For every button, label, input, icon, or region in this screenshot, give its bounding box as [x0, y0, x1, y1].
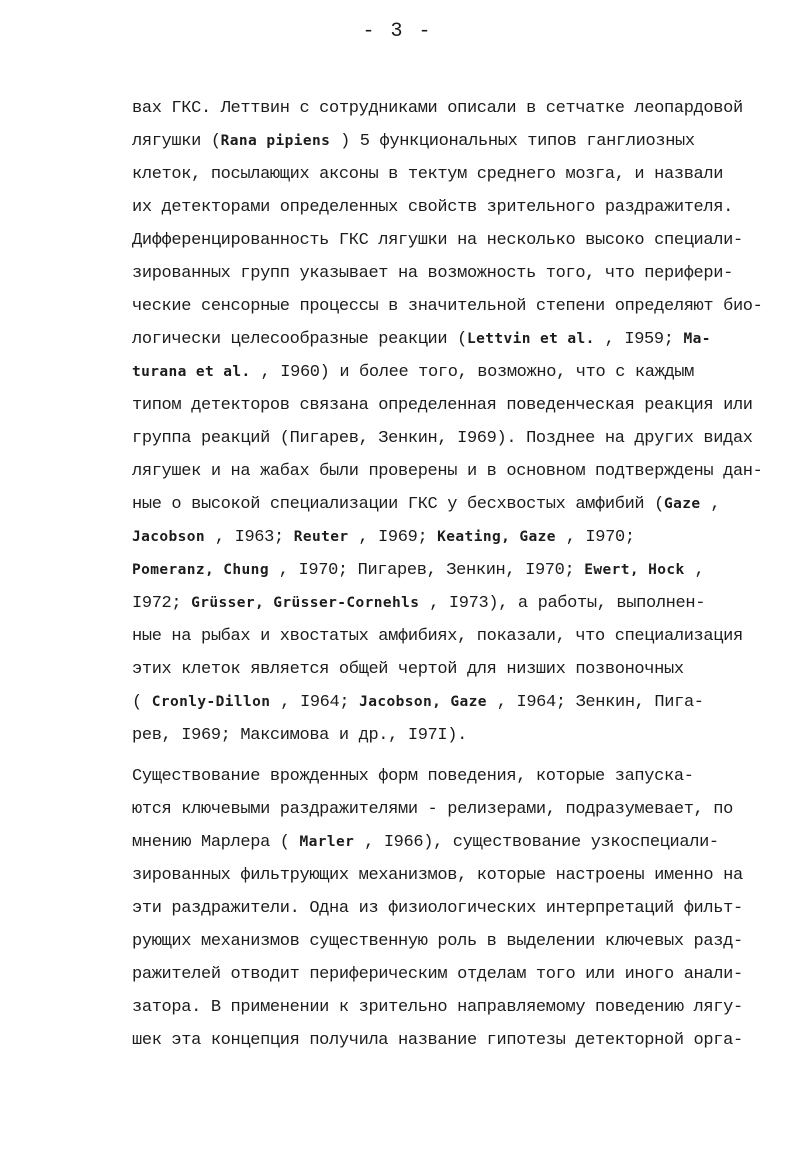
text-segment: рующих механизмов существенную роль в выделении ключевых разд-: [132, 932, 743, 951]
text-segment: , I969;: [348, 528, 438, 547]
latin-citation: Reuter: [293, 529, 349, 545]
text-line: [132, 92, 772, 125]
text-segment: зированных фильтрующих механизмов, которые настроены именно на: [132, 866, 743, 885]
latin-citation: Marler: [299, 834, 355, 850]
text-segment: , I964;: [270, 693, 360, 712]
text-segment: группа реакций (Пигарев, Зенкин, I969). Позднее на других видах: [132, 429, 753, 448]
text-segment: рев, I969; Максимова и др., I97I).: [132, 726, 467, 745]
text-line: [132, 686, 772, 719]
text-segment: лягушек и на жабах были проверены и в основном подтверждены дан-: [132, 462, 763, 481]
text-segment: (: [132, 693, 152, 712]
text-line: [132, 323, 772, 356]
text-line: [132, 191, 772, 224]
latin-citation: Gaze: [664, 496, 701, 512]
latin-citation: Jacobson, Gaze: [359, 694, 487, 710]
text-segment: их детекторами определенных свойств зрительного раздражителя.: [132, 198, 733, 217]
text-line: [132, 587, 772, 620]
text-line: [132, 554, 772, 587]
text-line: [132, 826, 772, 859]
text-line: [132, 892, 772, 925]
text-segment: ,: [700, 495, 721, 514]
text-segment: мнению Марлера (: [132, 833, 300, 852]
text-line: [132, 859, 772, 892]
text-line: [132, 158, 772, 191]
text-line: [132, 991, 772, 1024]
text-segment: I972;: [132, 594, 192, 613]
text-segment: , I964; Зенкин, Пига-: [486, 693, 704, 712]
text-segment: Дифференцированность ГКС лягушки на несколько высоко специали-: [132, 231, 743, 250]
latin-citation: Keating, Gaze: [437, 529, 556, 545]
text-line: [132, 455, 772, 488]
text-segment: ,: [684, 561, 705, 580]
text-line: [132, 521, 772, 554]
text-segment: ражителей отводит периферическим отделам того или иного анали-: [132, 965, 743, 984]
text-line: [132, 257, 772, 290]
text-line: [132, 125, 772, 158]
text-segment: лягушки (: [132, 132, 221, 151]
latin-citation: Cronly-Dillon: [151, 694, 271, 710]
text-segment: зированных групп указывает на возможность того, что перифери-: [132, 264, 733, 283]
latin-citation: Lettvin et al.: [466, 331, 595, 347]
latin-citation: Ma-: [683, 331, 711, 347]
text-segment: , I970;: [555, 528, 635, 547]
text-segment: этих клеток является общей чертой для низших позвоночных: [132, 660, 684, 679]
latin-citation: Pomeranz, Chung: [132, 562, 269, 578]
text-segment: ческие сенсорные процессы в значительной степени определяют био-: [132, 297, 763, 316]
text-segment: логически целесообразные реакции (: [132, 330, 467, 349]
latin-citation: Rana pipiens: [220, 133, 331, 149]
text-segment: , I970; Пигарев, Зенкин, I970;: [268, 561, 585, 580]
text-segment: ются ключевыми раздражителями - релизерами, подразумевает, по: [132, 800, 733, 819]
text-line: [132, 760, 772, 793]
text-segment: типом детекторов связана определенная поведенческая реакция или: [132, 396, 753, 415]
text-segment: , I960) и более того, возможно, что с каждым: [250, 363, 695, 382]
text-line: [132, 488, 772, 521]
latin-citation: Ewert, Hock: [584, 562, 685, 578]
text-line: [132, 719, 772, 752]
latin-citation: Grüsser, Grüsser-Cornehls: [191, 595, 420, 611]
text-segment: ные на рыбах и хвостатых амфибиях, показали, что специализация: [132, 627, 743, 646]
latin-citation: Jacobson: [132, 529, 206, 545]
text-line: [132, 793, 772, 826]
text-segment: ные о высокой специализации ГКС у бесхвостых амфибий (: [132, 495, 664, 514]
text-segment: ) 5 функциональных типов ганглиозных: [330, 132, 695, 151]
text-segment: , I959;: [594, 330, 684, 349]
text-segment: клеток, посылающих аксоны в тектум среднего мозга, и назвали: [132, 165, 724, 184]
text-segment: шек эта концепция получила название гипотезы детекторной орга-: [132, 1031, 743, 1050]
latin-citation: turana et al.: [132, 364, 251, 380]
text-segment: , I966), существование узкоспециали-: [354, 833, 719, 852]
text-segment: , I963;: [205, 528, 294, 547]
text-segment: , I973), а работы, выполнен-: [419, 594, 706, 613]
text-line: [132, 653, 772, 686]
text-line: [132, 620, 772, 653]
text-line: [132, 925, 772, 958]
text-line: [132, 389, 772, 422]
page-number: - 3 -: [362, 20, 433, 43]
text-line: [132, 356, 772, 389]
text-segment: затора. В применении к зрительно направляемому поведению лягу-: [132, 998, 743, 1017]
text-line: [132, 224, 772, 257]
text-segment: Существование врожденных форм поведения, которые запуска-: [132, 767, 694, 786]
text-line: [132, 290, 772, 323]
text-line: [132, 1024, 772, 1057]
text-segment: эти раздражители. Одна из физиологических интерпретаций фильт-: [132, 899, 743, 918]
text-segment: вах ГКС. Леттвин с сотрудниками описали в сетчатке леопардовой: [132, 99, 743, 118]
text-line: [132, 958, 772, 991]
text-line: [132, 422, 772, 455]
